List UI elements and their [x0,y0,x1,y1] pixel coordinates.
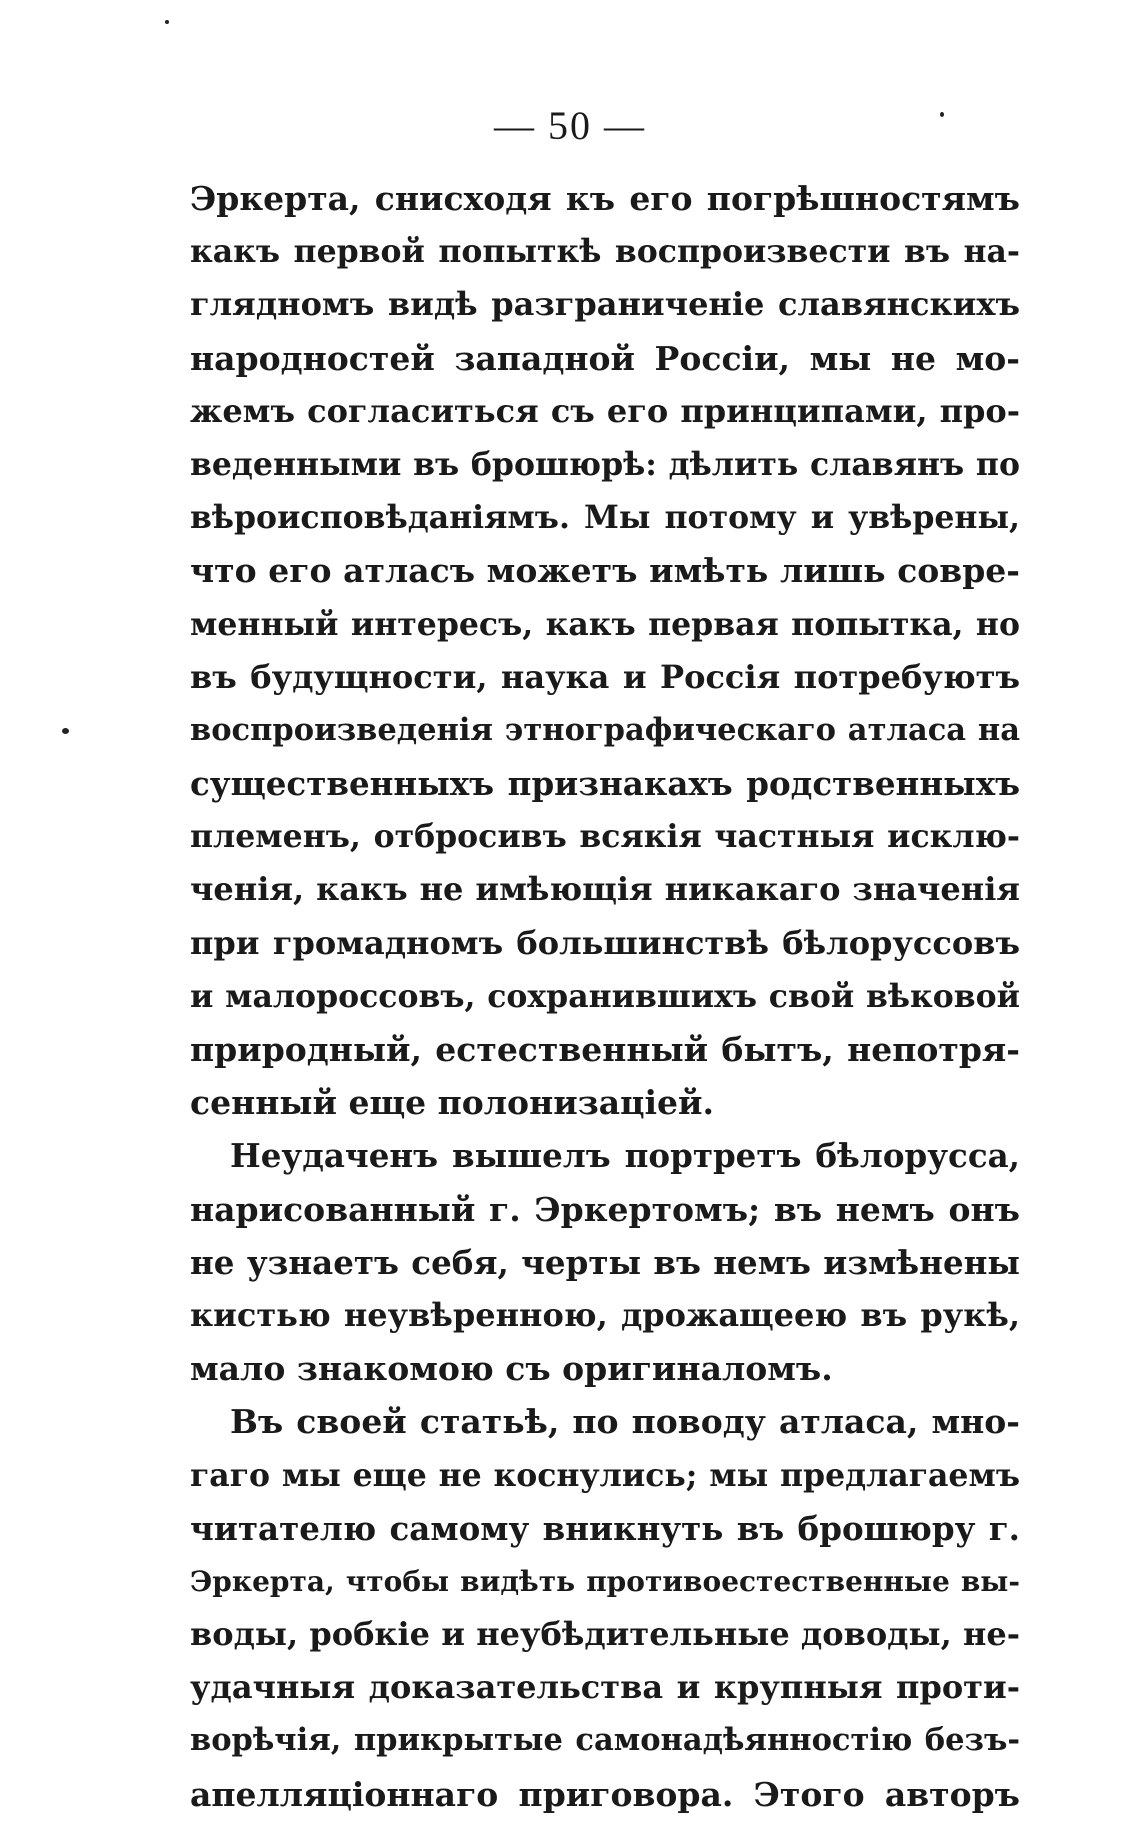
text-line: воды, робкіе и неубѣдительные доводы, не- [190,1615,1020,1654]
paragraph-1 [190,172,1020,1129]
text-line: Неудаченъ вышелъ портретъ бѣлорусса, [230,1136,1020,1176]
text-line: вѣроисповѣданіямъ. Мы потому и увѣрены, [190,499,1020,537]
text-line: племенъ, отбросивъ всякія частныя исклю- [190,818,1020,856]
text-line: какъ первой попыткѣ воспроизвести въ на- [190,233,1020,271]
paragraph-3 [190,1395,1020,1821]
text-line: жемъ согласиться съ его принципами, про- [190,391,1020,430]
text-line: Эркерта, чтобы видѣть противоестественные вы- [190,1564,1020,1598]
text-line: и малороссовъ, сохранившихъ свой вѣковой [190,977,1020,1015]
text-line: глядномъ видѣ разграниченіе славянскихъ [190,285,1020,324]
text-line: апелляціоннаго приговора. Этого авторъ [190,1774,1020,1814]
text-line: воспроизведенія этнографическаго атласа на [190,711,1020,748]
text-line: читателю самому вникнуть въ брошюру г. [190,1508,1020,1548]
ink-speck [165,20,169,24]
text-line: менный интересъ, какъ первая попытка, но [190,605,1020,643]
text-line: нарисованный г. Эркертомъ; въ немъ онъ [190,1189,1020,1229]
text-line: народностей западной Россіи, мы не мо- [190,338,1020,378]
text-line: ченія, какъ не имѣющія никакаго значенія [190,870,1020,909]
text-line: Эркерта, снисходя къ его погрѣшностямъ [190,179,1020,218]
page-number: — 50 — [494,103,646,148]
text-line: сенный еще полонизаціей. [190,1083,715,1123]
text-line: что его атласъ можетъ имѣть лишь совре- [190,551,1020,591]
text-line: ворѣчія, прикрытые самонадѣянностію безъ- [190,1722,1020,1759]
text-line: мало знакомою съ оригиналомъ. [190,1349,833,1389]
body-text [190,172,1020,1821]
text-line: природный, естественный бытъ, непотря- [190,1030,1020,1069]
text-line: веденными въ брошюрѣ: дѣлить славянъ по [190,445,1020,483]
text-line: въ будущности, наука и Россія потребуютъ [190,657,1020,696]
text-line: гаго мы еще не коснулись; мы предлагаемъ [190,1456,1020,1494]
text-line: кистью неувѣренною, дрожащеею въ рукѣ, [190,1295,1020,1334]
text-line: Въ своей статьѣ, по поводу атласа, мно- [230,1402,1020,1442]
text-line: удачныя доказательства и крупныя проти- [190,1668,1020,1707]
ink-speck [940,112,944,117]
text-line: не узнаетъ себя, черты въ немъ измѣнены [190,1242,1020,1282]
text-line: при громадномъ большинствѣ бѣлоруссовъ [190,923,1020,962]
ink-speck [62,728,69,734]
text-line: существенныхъ признакахъ родственныхъ [190,764,1020,804]
paragraph-2 [190,1129,1020,1395]
